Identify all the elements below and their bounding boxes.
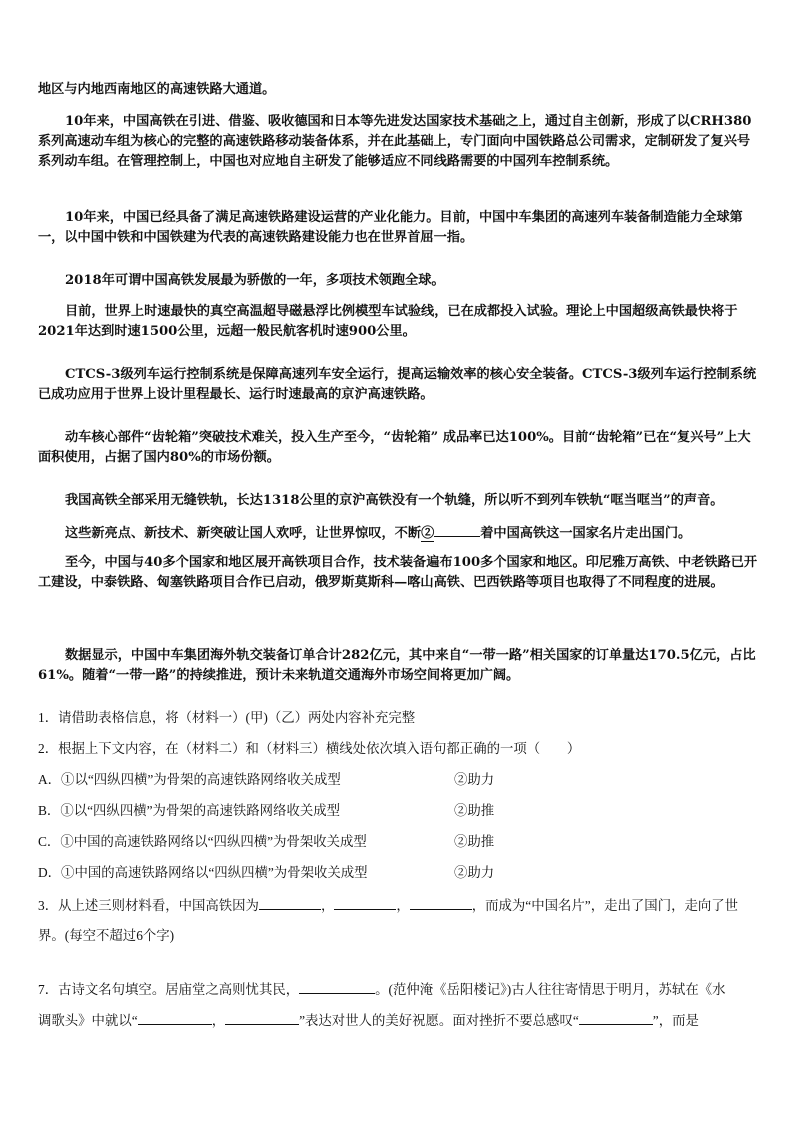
fill-blank [579,1010,653,1025]
fill-blank [410,895,472,910]
option-label: D．①中国的高速铁路网络以“四纵四横”为骨架收关成型 [38,865,368,880]
material-paragraph: 数据显示，中国中车集团海外轨交装备订单合计282亿元，其中来自“一带一路”相关国家的订单量达170.5亿元，占比61%。随着“一带一路”的持续推进，预计未来轨道交通海外市场空间将更加广阔。 [38,648,756,683]
option-fill: ②助推 [454,834,495,849]
question-text: 3．从上述三则材料看，中国高铁因为 [38,898,259,913]
fill-blank [299,979,375,994]
question-3-continued: 界。(每空不超过6个字) [38,928,175,943]
question-2: 2．根据上下文内容，在（材料二）和（材料三）横线处依次填入语句都正确的一项（ ） [38,741,581,756]
option-label: A．①以“四纵四横”为骨架的高速铁路网络收关成型 [38,772,341,787]
option-a [38,770,760,790]
question-1: 1．请借助表格信息，将（材料一）(甲)（乙）两处内容补充完整 [38,710,416,725]
question-3 [38,895,760,916]
question-text: 。(范仲淹《岳阳楼记》)古人往往寄情思于明月，苏轼在《水 [375,982,726,997]
material-paragraph: 地区与内地西南地区的高速铁路大通道。 [38,82,276,97]
option-label: B．①以“四纵四横”为骨架的高速铁路网络收关成型 [38,803,341,818]
question-text: 调歌头》中就以“ [38,1013,138,1028]
paragraph-text: 这些新亮点、新技术、新突破让国人欢呼，让世界惊叹，不断 [65,526,422,541]
option-fill: ②助力 [454,865,495,880]
option-label: C．①中国的高速铁路网络以“四纵四横”为骨架收关成型 [38,834,367,849]
question-text: ”表达对世人的美好祝愿。面对挫折不要总感叹“ [299,1013,579,1028]
question-text: 7．古诗文名句填空。居庙堂之高则忧其民， [38,982,300,997]
separator: ， [211,1013,226,1028]
material-paragraph: 动车核心部件“齿轮箱”突破技术难关，投入生产至今，“齿轮箱” 成品率已达100%。目前“齿轮箱”已在“复兴号”上大面积使用，占据了国内80%的市场份额。 [38,430,751,465]
option-c [38,832,760,852]
separator: ， [320,898,335,913]
paragraph-text: 着中国高铁这一国家名片走出国门。 [480,526,692,541]
fill-blank [434,522,480,537]
question-text: ，而成为“中国名片”，走出了国门，走向了世 [471,898,739,913]
material-paragraph: 目前，世界上时速最快的真空高温超导磁悬浮比例模型车试验线，已在成都投入试验。理论上中国超级高铁最快将于2021年达到时速1500公里，远超一般民航客机时速900公里。 [38,304,738,339]
material-paragraph: 至今，中国与40多个国家和地区展开高铁项目合作，技术装备遍布100多个国家和地区。印尼雅万高铁、中老铁路已开工建设，中泰铁路、匈塞铁路项目合作已启动，俄罗斯莫斯科—喀山高铁、巴西铁路等项目也取得了不同程度的进展。 [38,555,758,590]
material-paragraph: 10年来，中国高铁在引进、借鉴、吸收德国和日本等先进发达国家技术基础之上，通过自主创新，形成了以CRH380系列高速动车组为核心的完整的高速铁路移动装备体系，并在此基础上，专门面向中国铁路总公司需求，定制研发了复兴号系列动车组。在管理控制上，中国也对应地自主研发了能够适应不同线路需要的中国列车控制系统。 [38,114,752,169]
fill-blank [225,1010,299,1025]
fill-blank [259,895,321,910]
fill-blank [334,895,396,910]
separator: ， [396,898,410,913]
option-d [38,863,760,883]
fill-blank [138,1010,212,1025]
material-paragraph: CTCS-3级列车运行控制系统是保障高速列车安全运行，提高运输效率的核心安全装备。CTCS-3级列车运行控制系统已成功应用于世界上设计里程最长、运行时速最高的京沪高速铁路。 [38,367,757,402]
question-7-continued [38,1010,760,1031]
material-paragraph: 我国高铁全部采用无缝铁轨，长达1318公里的京沪高铁没有一个轨缝，所以听不到列车铁轨“哐当哐当”的声音。 [65,493,724,508]
option-fill: ②助力 [454,772,495,787]
material-paragraph: 2018年可谓中国高铁发展最为骄傲的一年，多项技术领跑全球。 [65,273,445,288]
option-b [38,801,760,821]
material-paragraph-with-blank [38,522,760,544]
question-text: ”，而是 [652,1013,699,1028]
blank-marker: ② [421,526,435,541]
material-paragraph: 10年来，中国已经具备了满足高速铁路建设运营的产业化能力。目前，中国中车集团的高速列车装备制造能力全球第一，以中国中铁和中国铁建为代表的高速铁路建设能力也在世界首屈一指。 [38,210,743,245]
option-fill: ②助推 [454,803,495,818]
question-7 [38,979,760,1000]
